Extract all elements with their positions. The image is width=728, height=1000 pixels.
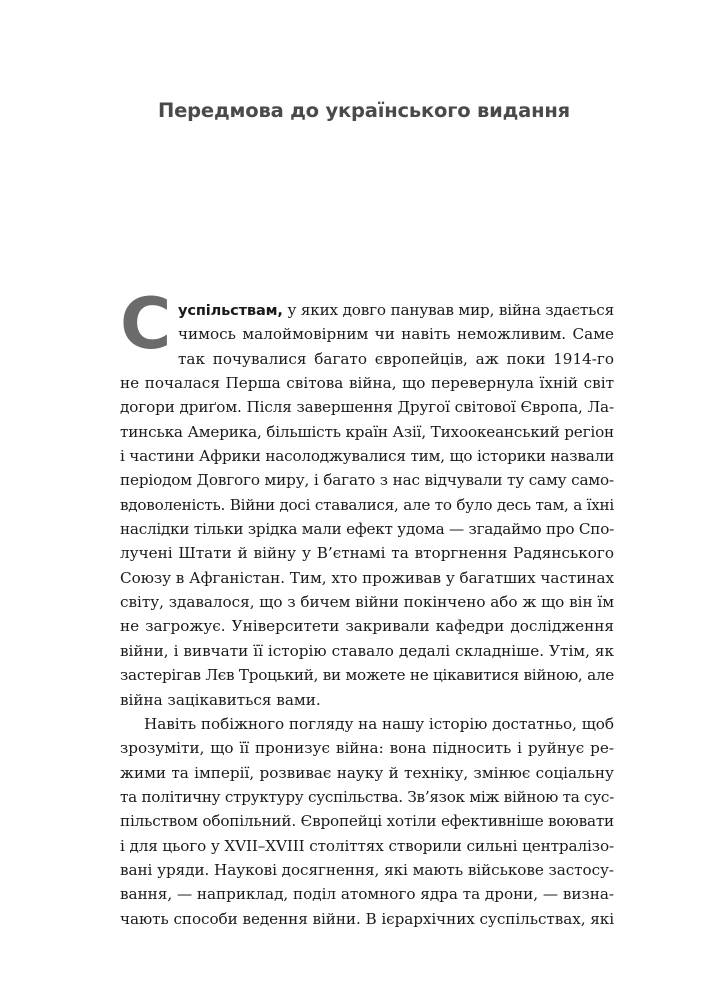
paragraph-line: жими та імперії, розвиває науку й техніку, змінює соціальну	[120, 763, 614, 782]
paragraph-line: періодом Довгого миру, і багато з нас відчували ту саму само-	[120, 471, 614, 490]
body-text	[120, 298, 614, 931]
paragraph-line: світу, здавалося, що з бичем війни покінчено або ж що він їм	[120, 593, 614, 612]
paragraph-line: війни, і вивчати її історію ставало дедалі складніше. Утім, як	[120, 641, 614, 660]
paragraph-line: вання, — наприклад, поділ атомного ядра та дрони, — визна-	[120, 885, 614, 904]
paragraph-line: чають способи ведення війни. В ієрархічних суспільствах, які	[120, 909, 614, 928]
paragraph-line: Навіть побіжного погляду на нашу історію достатньо, щоб	[144, 714, 614, 733]
paragraph-line: застерігав Лєв Троцький, ви можете не цікавитися війною, але	[120, 666, 614, 685]
paragraph-line: чимось малоймовірним чи навіть неможливим. Саме	[178, 325, 614, 344]
paragraph-line: війна зацікавиться вами.	[120, 690, 321, 709]
paragraph-line: вдоволеність. Війни досі ставалися, але то було десь там, а їхні	[120, 495, 614, 514]
paragraph-line: так почувалися багато європейців, аж поки 1914-го	[178, 349, 614, 368]
chapter-heading: Передмова до українського видання	[158, 99, 570, 123]
paragraph-line: і для цього у XVII–XVIII століттях створили сильні централізо-	[120, 836, 614, 855]
drop-cap: С	[120, 283, 172, 365]
paragraph-line: зрозуміти, що її пронизує війна: вона підносить і руйнує ре-	[120, 739, 614, 758]
paragraph-line: та політичну структуру суспільства. Зв’язок між війною та сус-	[120, 787, 614, 806]
lead-word: успільствам,	[178, 302, 283, 319]
paragraph-line: вані уряди. Наукові досягнення, які мають військове застосу-	[120, 860, 614, 879]
paragraph-line: лучені Штати й війну у В’єтнамі та вторгнення Радянського	[120, 544, 614, 563]
paragraph-line: наслідки тільки зрідка мали ефект удома — згадаймо про Спо-	[120, 520, 614, 539]
paragraph-line: Союзу в Афганістан. Тим, хто проживав у багатших частинах	[120, 568, 614, 587]
paragraph-line: тинська Америка, більшість країн Азії, Тихоокеанський регіон	[120, 422, 614, 441]
paragraph-line: догори дриґом. Після завершення Другої світової Європа, Ла-	[120, 398, 614, 417]
first-line-rest: у яких довго панував мир, війна здається	[282, 301, 614, 319]
paragraph-line	[120, 298, 614, 322]
paragraph-line: не почалася Перша світова війна, що перевернула їхній світ	[120, 374, 614, 393]
paragraph-line: пільством обопільний. Європейці хотіли ефективніше воювати	[120, 812, 614, 831]
paragraph-line: і частини Африки насолоджувалися тим, що історики назвали	[120, 447, 615, 466]
paragraph-line: не загрожує. Університети закривали кафедри дослідження	[120, 617, 614, 636]
